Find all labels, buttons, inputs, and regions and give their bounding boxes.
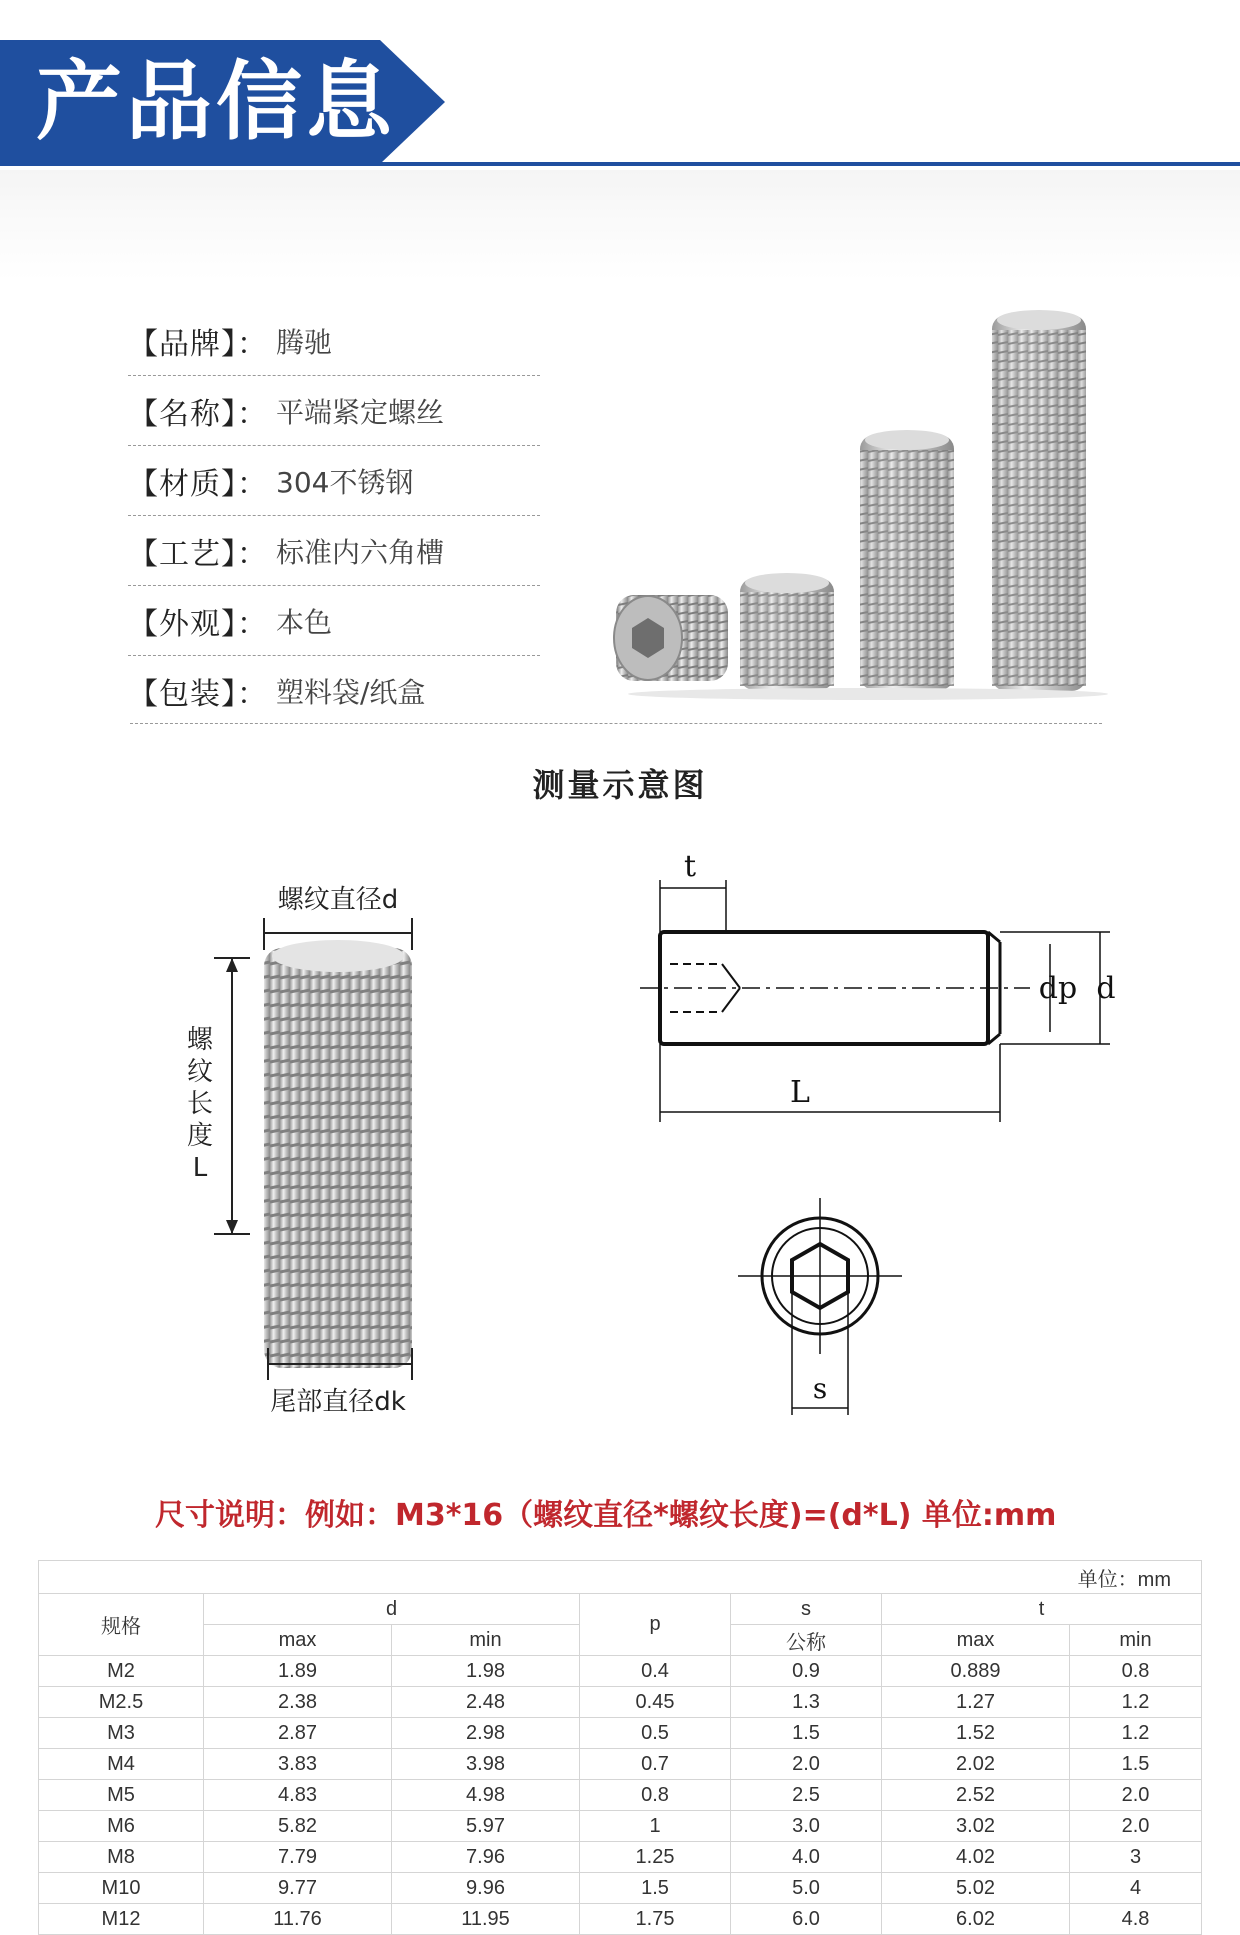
cell-spec: M12 [39, 1904, 204, 1935]
section-title: 测量示意图 [532, 766, 708, 804]
cell: 2.0 [1070, 1811, 1202, 1842]
cell-spec: M4 [39, 1749, 204, 1780]
cell: 4.83 [204, 1780, 392, 1811]
thread-length-char: L [192, 1153, 208, 1183]
size-note: 尺寸说明：例如：M3*16（螺纹直径*螺纹长度)=(d*L) 单位:mm [155, 1498, 1057, 1533]
screw-photo [264, 948, 412, 1368]
cell: 4.0 [731, 1842, 882, 1873]
tail-diameter-label: 尾部直径dk [270, 1387, 406, 1417]
cell: 7.96 [392, 1842, 580, 1873]
spec-row-material [128, 445, 540, 516]
cell: 5.82 [204, 1811, 392, 1842]
cell: 5.0 [731, 1873, 882, 1904]
cell: 0.8 [1070, 1656, 1202, 1687]
unit-label: 单位：mm [39, 1561, 1202, 1594]
cell: 4.8 [1070, 1904, 1202, 1935]
thread-diameter-label: 螺纹直径d [277, 885, 399, 915]
L-label: L [790, 1075, 810, 1110]
spec-key: 【名称】： [128, 397, 268, 432]
page-title: 产品信息 [36, 52, 396, 152]
cell: 0.4 [580, 1656, 731, 1687]
cell: 5.97 [392, 1811, 580, 1842]
header-s: s [731, 1594, 882, 1625]
header-t: t [882, 1594, 1202, 1625]
thread-length-char: 纹 [186, 1057, 214, 1087]
cell: 4.98 [392, 1780, 580, 1811]
cell: 3.02 [882, 1811, 1070, 1842]
cell: 1.5 [580, 1873, 731, 1904]
measurement-diagram [0, 840, 1240, 1420]
cell: 4 [1070, 1873, 1202, 1904]
header-t-min: min [1070, 1625, 1202, 1656]
spec-key: 【品牌】： [128, 327, 268, 362]
cell-spec: M5 [39, 1780, 204, 1811]
divider [130, 723, 1102, 724]
cell-spec: M2.5 [39, 1687, 204, 1718]
spec-row-name [128, 375, 540, 446]
header-d-max: max [204, 1625, 392, 1656]
cell: 1 [580, 1811, 731, 1842]
cell: 6.0 [731, 1904, 882, 1935]
thread-length-char: 长 [186, 1089, 214, 1119]
header-d: d [204, 1594, 580, 1625]
cell: 3 [1070, 1842, 1202, 1873]
table-row [39, 1687, 1202, 1718]
table-row [39, 1656, 1202, 1687]
spec-table [38, 1560, 1202, 1935]
cell: 1.52 [882, 1718, 1070, 1749]
cell: 2.02 [882, 1749, 1070, 1780]
cell: 3.0 [731, 1811, 882, 1842]
cell: 1.2 [1070, 1718, 1202, 1749]
cell: 2.98 [392, 1718, 580, 1749]
table-row [39, 1873, 1202, 1904]
spec-value: 腾驰 [276, 326, 333, 359]
cell: 2.0 [731, 1749, 882, 1780]
cell: 1.27 [882, 1687, 1070, 1718]
spec-row-packaging [128, 655, 540, 725]
cell: 5.02 [882, 1873, 1070, 1904]
table-row [39, 1780, 1202, 1811]
header-underline [0, 162, 1240, 166]
header-t-max: max [882, 1625, 1070, 1656]
cell-spec: M6 [39, 1811, 204, 1842]
t-label: t [683, 849, 697, 884]
cell: 1.3 [731, 1687, 882, 1718]
header-spec: 规格 [39, 1594, 204, 1656]
spec-row-brand [128, 305, 540, 376]
cell: 11.76 [204, 1904, 392, 1935]
cell: 0.45 [580, 1687, 731, 1718]
header-shadow [0, 170, 1240, 280]
cell: 0.889 [882, 1656, 1070, 1687]
table-row [39, 1811, 1202, 1842]
header-d-min: min [392, 1625, 580, 1656]
cell: 2.87 [204, 1718, 392, 1749]
table-row [39, 1749, 1202, 1780]
thread-length-char: 度 [186, 1121, 214, 1151]
spec-value: 塑料袋/纸盒 [276, 676, 426, 709]
cell: 11.95 [392, 1904, 580, 1935]
cell-spec: M2 [39, 1656, 204, 1687]
cell: 9.96 [392, 1873, 580, 1904]
cell: 6.02 [882, 1904, 1070, 1935]
cell: 1.5 [1070, 1749, 1202, 1780]
cell: 2.38 [204, 1687, 392, 1718]
cell: 9.77 [204, 1873, 392, 1904]
cell: 0.7 [580, 1749, 731, 1780]
table-row [39, 1718, 1202, 1749]
product-photo [608, 300, 1108, 700]
cell: 2.0 [1070, 1780, 1202, 1811]
cell: 2.52 [882, 1780, 1070, 1811]
spec-key: 【材质】： [128, 467, 268, 502]
spec-row-appearance [128, 585, 540, 656]
spec-value: 平端紧定螺丝 [276, 396, 445, 429]
spec-value: 本色 [276, 606, 333, 639]
cell-spec: M3 [39, 1718, 204, 1749]
table-row [39, 1842, 1202, 1873]
table-row [39, 1904, 1202, 1935]
spec-key: 【外观】： [128, 607, 268, 642]
cell-spec: M10 [39, 1873, 204, 1904]
cell: 7.79 [204, 1842, 392, 1873]
dp-label: dp [1038, 971, 1078, 1006]
cell: 0.5 [580, 1718, 731, 1749]
spec-key: 【包装】： [128, 677, 268, 712]
spec-key: 【工艺】： [128, 537, 268, 572]
spec-value: 304不锈钢 [276, 466, 414, 499]
cell: 1.2 [1070, 1687, 1202, 1718]
cell: 1.89 [204, 1656, 392, 1687]
cell: 2.5 [731, 1780, 882, 1811]
spec-value: 标准内六角槽 [276, 536, 445, 569]
thread-length-char: 螺 [186, 1025, 214, 1055]
cell: 0.8 [580, 1780, 731, 1811]
cell: 1.75 [580, 1904, 731, 1935]
cell: 0.9 [731, 1656, 882, 1687]
cell: 3.83 [204, 1749, 392, 1780]
header-p: p [580, 1594, 731, 1656]
cell: 1.5 [731, 1718, 882, 1749]
cell: 4.02 [882, 1842, 1070, 1873]
spec-row-process [128, 515, 540, 586]
s-label: s [812, 1372, 828, 1405]
cell: 3.98 [392, 1749, 580, 1780]
header-s-nominal: 公称 [731, 1625, 882, 1656]
d-label: d [1096, 971, 1116, 1006]
cell: 2.48 [392, 1687, 580, 1718]
cell: 1.25 [580, 1842, 731, 1873]
cell: 1.98 [392, 1656, 580, 1687]
cell-spec: M8 [39, 1842, 204, 1873]
